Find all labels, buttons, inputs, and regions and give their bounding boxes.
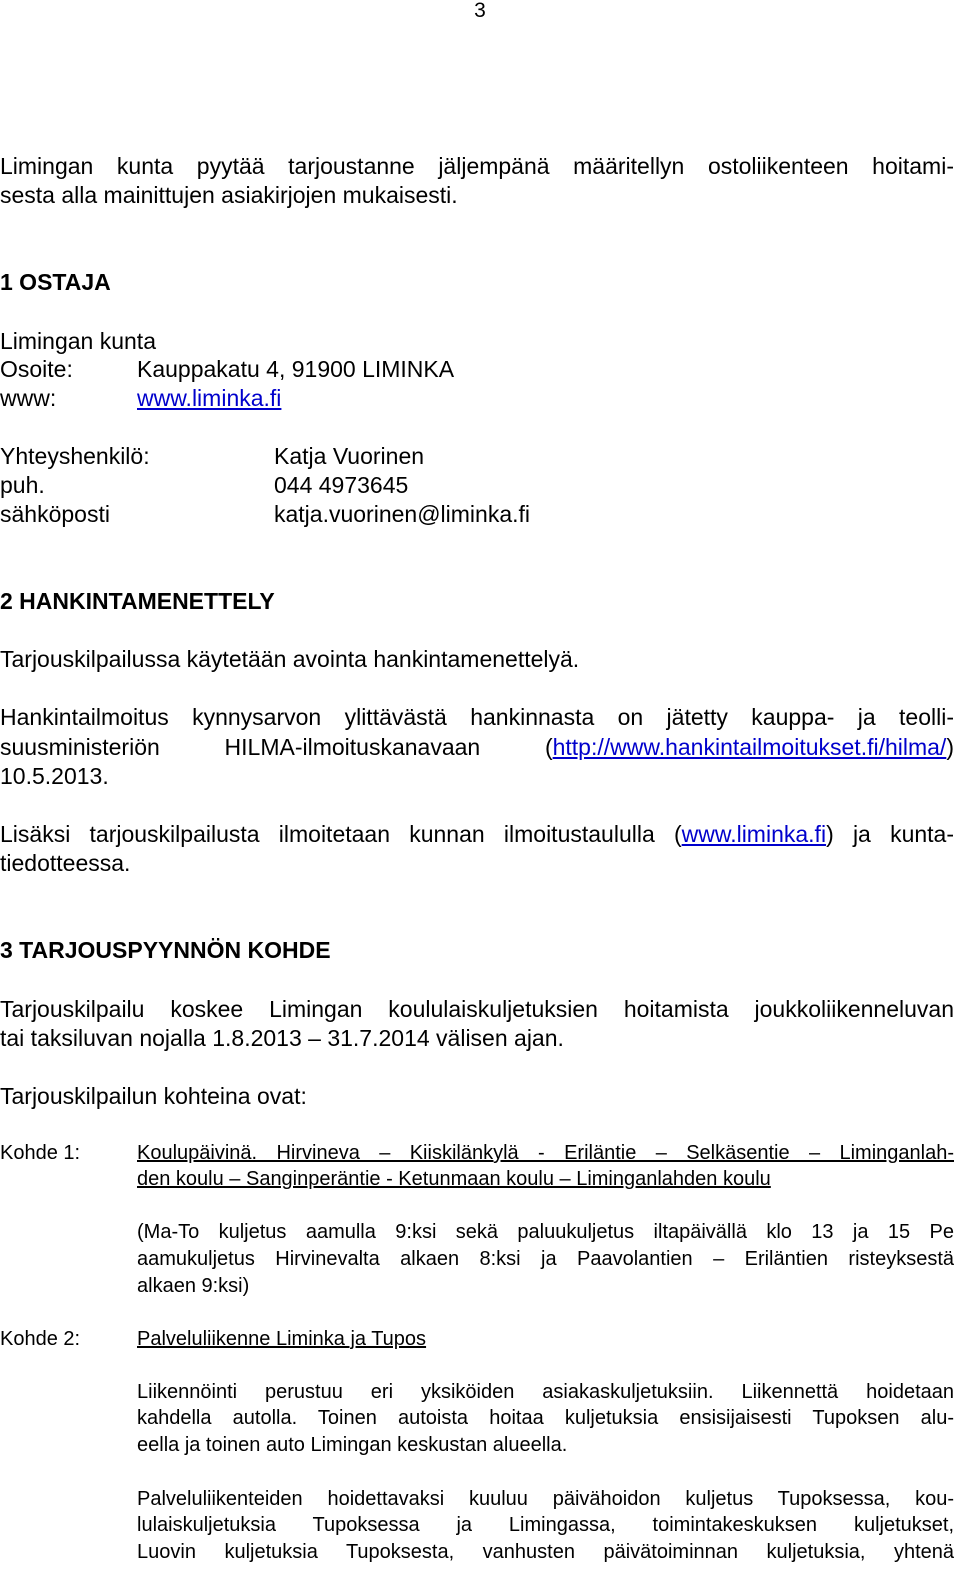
contact-label: Yhteyshenkilö:	[0, 443, 150, 469]
www-link[interactable]: www.liminka.fi	[137, 385, 282, 411]
kohde-2-p2-line-1: Palveluliikenteiden hoidettavaksi kuuluu päivähoidon kuljetus Tupoksessa, kou-	[137, 1488, 954, 1510]
page-number: 3	[474, 0, 486, 22]
intro-line-2: sesta alla mainittujen asiakirjojen mukaisesti.	[0, 182, 458, 208]
notice-line-1: Hankintailmoitus kynnysarvon ylittävästä hankinnasta on jätetty kauppa- ja teolli-	[0, 704, 954, 730]
email-value: katja.vuorinen@liminka.fi	[274, 501, 531, 527]
announce-line-2: tiedotteessa.	[0, 850, 131, 876]
contact-row	[0, 442, 500, 470]
email-label: sähköposti	[0, 501, 110, 527]
scope-line-1: Tarjouskilpailu koskee Limingan koululaiskuljetuksien hoitamista joukkoliikenneluvan	[0, 996, 954, 1022]
hilma-link[interactable]: http://www.hankintailmoitukset.fi/hilma/	[552, 734, 947, 760]
kohde-1-detail-line-3: alkaen 9:ksi)	[137, 1275, 250, 1297]
kohde-1-detail-line-2: aamukuljetus Hirvinevalta alkaen 8:ksi ja Paavolantien – Eriläntien risteyksestä	[137, 1248, 954, 1270]
kohde-2-p2-line-3: Luovin kuljetuksia Tupoksesta, vanhusten päivätoiminnan kuljetuksia, yhtenä	[137, 1541, 954, 1563]
announce-line-1	[0, 820, 954, 848]
section-1-heading: 1 OSTAJA	[0, 269, 111, 295]
address-label: Osoite:	[0, 356, 73, 382]
announce-line-1-end: ) ja kunta-	[826, 821, 954, 847]
address-value: Kauppakatu 4, 91900 LIMINKA	[137, 356, 455, 382]
kohde-1-route-line-2: den koulu – Sanginperäntie - Ketunmaan koulu – Liminganlahden koulu	[137, 1168, 771, 1190]
targets-intro: Tarjouskilpailun kohteina ovat:	[0, 1083, 307, 1109]
phone-label: puh.	[0, 472, 45, 498]
kohde-1-route-line-1: Koulupäivinä. Hirvineva – Kiiskilänkylä - Eriläntie – Selkäsentie – Liminganlah-	[137, 1142, 954, 1164]
kohde-2-p1-line-2: kahdella autolla. Toinen autoista hoitaa kuljetuksia ensisijaisesti Tupoksen alu-	[137, 1407, 954, 1429]
contact-value: Katja Vuorinen	[274, 443, 425, 469]
kohde-2-title: Palveluliikenne Liminka ja Tupos	[137, 1328, 427, 1350]
section-2-heading: 2 HANKINTAMENETTELY	[0, 588, 275, 614]
notice-line-2-end: )	[946, 734, 954, 760]
kohde-2-p1-line-1: Liikennöinti perustuu eri yksiköiden asiakaskuljetuksiin. Liikennettä hoidetaan	[137, 1381, 954, 1403]
kohde-2-label: Kohde 2:	[0, 1328, 81, 1350]
www-label: www:	[0, 385, 57, 411]
scope-line-2: tai taksiluvan nojalla 1.8.2013 – 31.7.2014 välisen ajan.	[0, 1025, 564, 1051]
notice-line-3: 10.5.2013.	[0, 763, 109, 789]
section-3-heading: 3 TARJOUSPYYNNÖN KOHDE	[0, 937, 331, 963]
notice-line-2	[0, 733, 954, 761]
procedure-text: Tarjouskilpailussa käytetään avointa hankintamenettelyä.	[0, 646, 580, 672]
email-row	[0, 500, 600, 528]
address-row	[0, 355, 455, 383]
announce-www-link[interactable]: www.liminka.fi	[681, 821, 827, 847]
kohde-2-p2-line-2: lulaiskuljetuksia Tupoksessa ja Limingassa, toimintakeskuksen kuljetukset,	[137, 1514, 954, 1536]
kohde-1-label: Kohde 1:	[0, 1142, 81, 1164]
phone-row	[0, 471, 500, 499]
intro-line-1: Limingan kunta pyytää tarjoustanne jäljempänä määritellyn ostoliikenteen hoitami-	[0, 153, 954, 179]
phone-value: 044 4973645	[274, 472, 409, 498]
kohde-1-detail-line-1: (Ma-To kuljetus aamulla 9:ksi sekä paluukuljetus iltapäivällä klo 13 ja 15 Pe	[137, 1221, 954, 1243]
kohde-2-p1-line-3: eella ja toinen auto Limingan keskustan alueella.	[137, 1434, 568, 1456]
buyer-name: Limingan kunta	[0, 328, 156, 354]
www-row	[0, 384, 400, 412]
notice-line-2-text: suusministeriön HILMA-ilmoituskanavaan (	[0, 734, 553, 760]
announce-line-1-text: Lisäksi tarjouskilpailusta ilmoitetaan kunnan ilmoitustaululla (	[0, 821, 682, 847]
